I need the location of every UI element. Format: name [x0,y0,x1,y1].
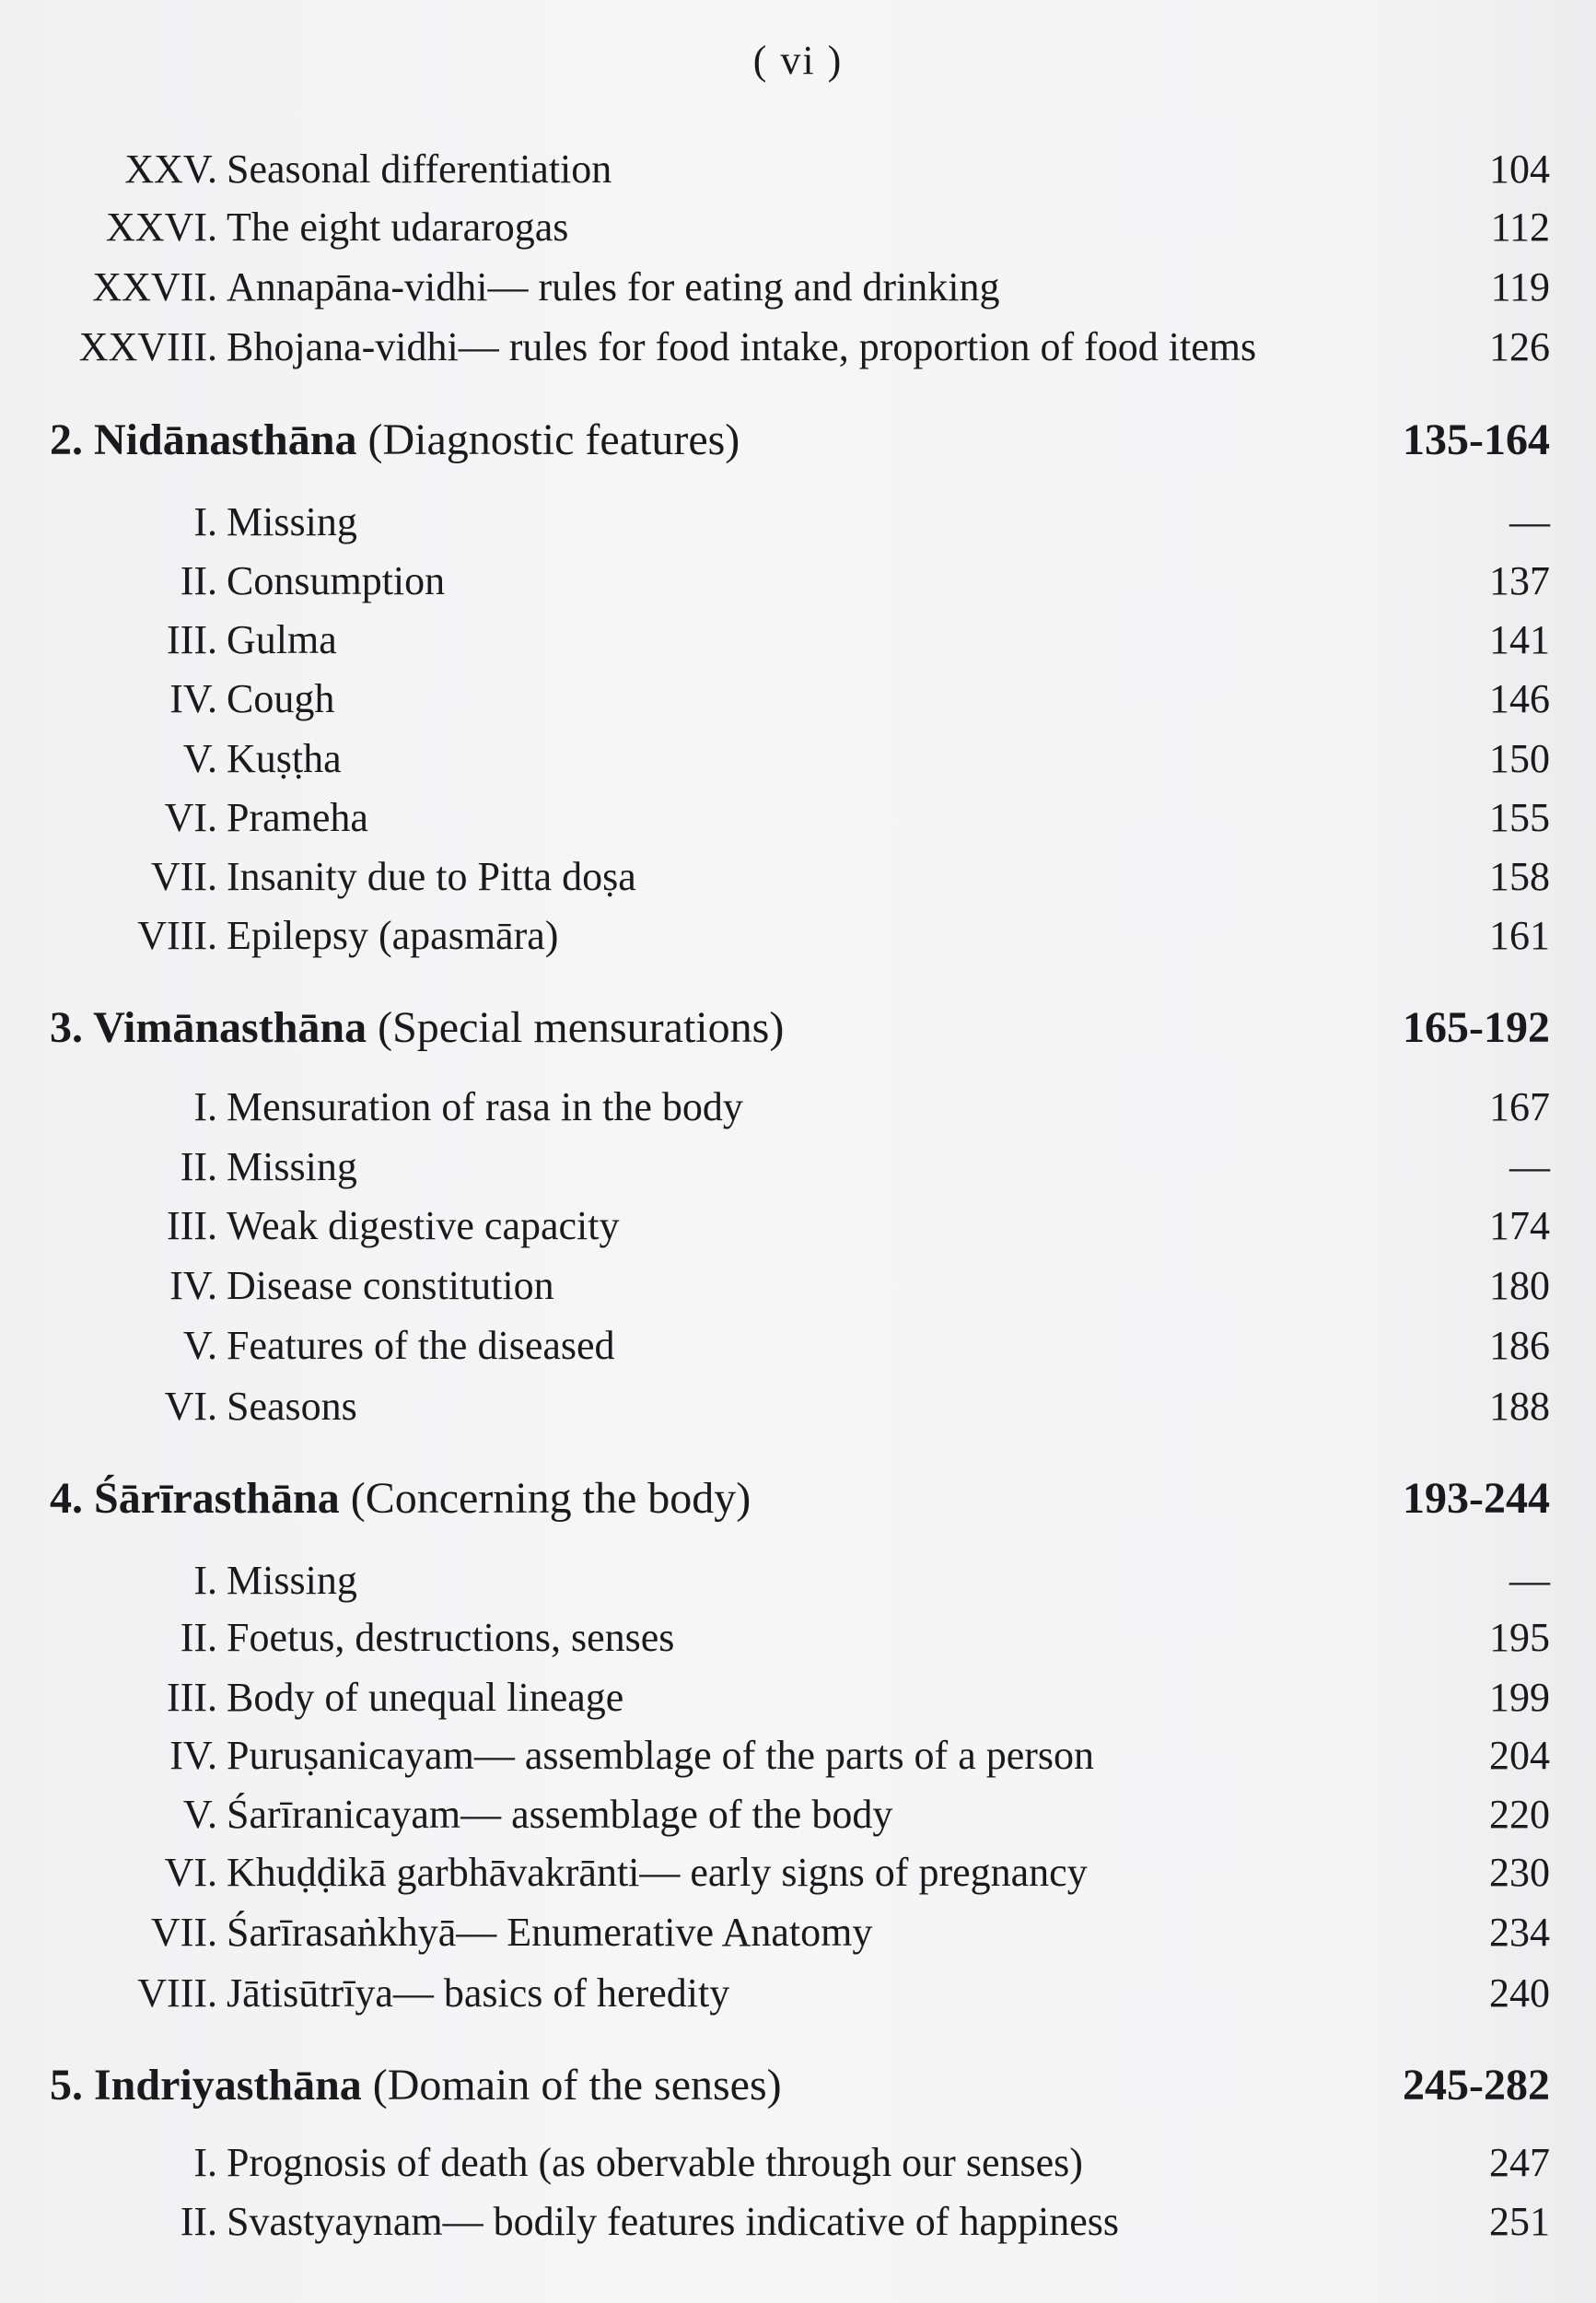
entry-page: 240 [1489,1970,1550,2016]
section-page-range: 193-244 [1403,1474,1550,1523]
entry-title: Annapāna-vidhi— rules for eating and drinking [227,264,1000,310]
entry-numeral: II. [180,1144,217,1189]
entry-numeral: I. [193,1558,217,1603]
entry-title: Khuḍḍikā garbhāvakrānti— early signs of pregnancy [227,1850,1088,1895]
entry-page: 220 [1489,1792,1550,1837]
section-page-range: 245-282 [1403,2061,1550,2110]
toc-entry [0,849,1596,905]
entry-numeral: XXVII. [92,264,217,310]
toc-entry [0,1905,1596,1960]
section-page-range: 135-164 [1403,415,1550,464]
section-title [50,1467,751,1531]
entry-page: 126 [1489,324,1550,369]
entry-page: 141 [1489,617,1550,662]
entry-title: Mensuration of rasa in the body [227,1084,743,1129]
toc-entry [0,260,1596,315]
entry-title: Missing [227,499,357,544]
entry-title: Missing [227,1558,357,1603]
entry-page: 150 [1489,736,1550,781]
entry-numeral: II. [180,558,217,603]
section-subtitle: (Concerning the body) [350,1474,751,1523]
section-number: 5. [50,2061,83,2110]
toc-entry [0,554,1596,609]
section-name: Nidānasthāna [94,415,357,464]
entry-title: Insanity due to Pitta doṣa [227,854,636,899]
entry-title: Prameha [227,795,368,840]
entry-page: 247 [1489,2140,1550,2185]
entry-numeral: I. [193,499,217,544]
toc-entry [0,731,1596,787]
entry-page: 188 [1489,1384,1550,1429]
section-number: 4. [50,1474,83,1523]
toc-entry [0,200,1596,255]
section-heading-vimanasthana [50,996,1550,1060]
entry-title: Jātisūtrīya— basics of heredity [227,1970,730,2016]
section-name: Vimānasthāna [93,1003,367,1052]
entry-numeral: I. [193,1084,217,1129]
section-subtitle: (Special mensurations) [378,1003,785,1052]
entry-page: 158 [1489,854,1550,899]
toc-entry [0,142,1596,197]
entry-page: — [1509,1558,1550,1603]
entry-title: Śarīrasaṅkhyā— Enumerative Anatomy [227,1910,873,1955]
entry-numeral: V. [182,736,217,781]
toc-entry [0,908,1596,964]
entry-numeral: VII. [150,854,217,899]
toc-entry [0,1845,1596,1900]
page-number: ( vi ) [752,38,844,83]
entry-title: Gulma [227,617,337,662]
entry-page: 104 [1489,146,1550,192]
toc-entry [0,2135,1596,2191]
section-number: 3. [50,1003,83,1052]
section-name: Śārīrasthāna [94,1474,340,1523]
entry-page: 155 [1489,795,1550,840]
entry-page: 146 [1489,676,1550,721]
entry-page: 186 [1489,1323,1550,1368]
entry-title: Cough [227,676,335,721]
toc-entry [0,1318,1596,1374]
entry-page: 251 [1489,2199,1550,2244]
toc-entry [0,1670,1596,1725]
entry-numeral: III. [167,1675,217,1720]
section-title [50,996,784,1060]
section-page-range: 165-192 [1403,1003,1550,1052]
entry-numeral: I. [193,2140,217,2185]
entry-title: Seasonal differentiation [227,146,612,192]
section-heading-sarirasthana [50,1467,1550,1531]
toc-entry [0,1080,1596,1135]
entry-page: 161 [1489,913,1550,958]
section-name: Indriyasthāna [94,2061,362,2110]
entry-numeral: VI. [164,1850,217,1895]
section-subtitle: (Domain of the senses) [372,2061,782,2110]
toc-entry [0,1140,1596,1195]
entry-title: The eight udararogas [227,205,569,250]
entry-numeral: II. [180,1615,217,1660]
entry-page: 137 [1489,558,1550,603]
entry-page: 112 [1490,205,1550,250]
entry-page: 199 [1489,1675,1550,1720]
entry-numeral: IV. [169,1263,217,1308]
entry-title: Features of the diseased [227,1323,615,1368]
entry-numeral: III. [167,1203,217,1248]
entry-numeral: II. [180,2199,217,2244]
toc-entry [0,613,1596,668]
toc-entry [0,1553,1596,1608]
entry-page: 174 [1489,1203,1550,1248]
section-heading-indriyasthana [50,2053,1550,2118]
toc-entry [0,1379,1596,1434]
entry-page: — [1509,1144,1550,1189]
entry-title: Śarīranicayam— assemblage of the body [227,1792,893,1837]
entry-title: Foetus, destructions, senses [227,1615,675,1660]
entry-title: Seasons [227,1384,357,1429]
toc-entry [0,1610,1596,1666]
toc-entry [0,790,1596,846]
entry-page: 180 [1489,1263,1550,1308]
entry-numeral: VI. [164,1384,217,1429]
entry-title: Consumption [227,558,446,603]
toc-entry [0,672,1596,727]
entry-page: 119 [1490,264,1550,310]
section-subtitle: (Diagnostic features) [367,415,740,464]
section-heading-nidanasthana [50,408,1550,473]
entry-numeral: VIII. [137,913,217,958]
entry-page: 204 [1489,1733,1550,1778]
toc-entry [0,1966,1596,2021]
entry-numeral: VIII. [137,1970,217,2016]
entry-numeral: VI. [164,795,217,840]
entry-title: Bhojana-vidhi— rules for food intake, proportion of food items [227,324,1257,369]
entry-title: Weak digestive capacity [227,1203,620,1248]
entry-numeral: XXVIII. [78,324,217,369]
entry-page: 230 [1489,1850,1550,1895]
entry-numeral: XXVI. [106,205,217,250]
entry-title: Prognosis of death (as obervable through our senses) [227,2140,1083,2185]
entry-numeral: VII. [150,1910,217,1955]
entry-numeral: IV. [169,676,217,721]
entry-numeral: V. [182,1323,217,1368]
entry-page: — [1509,499,1550,544]
entry-title: Svastyaynam— bodily features indicative of happiness [227,2199,1119,2244]
section-title [50,408,740,473]
entry-title: Disease constitution [227,1263,554,1308]
entry-numeral: XXV. [124,146,217,192]
entry-page: 195 [1489,1615,1550,1660]
toc-entry [0,1787,1596,1842]
entry-numeral: V. [182,1792,217,1837]
entry-title: Missing [227,1144,357,1189]
entry-title: Kuṣṭha [227,736,342,781]
entry-title: Epilepsy (apasmāra) [227,913,559,958]
toc-entry [0,1728,1596,1783]
toc-entry [0,1198,1596,1254]
entry-title: Puruṣanicayam— assemblage of the parts of a person [227,1733,1095,1778]
entry-page: 167 [1489,1084,1550,1129]
entry-title: Body of unequal lineage [227,1675,624,1720]
toc-entry [0,1258,1596,1314]
section-number: 2. [50,415,83,464]
section-title [50,2053,782,2118]
entry-numeral: IV. [169,1733,217,1778]
toc-entry [0,320,1596,375]
entry-page: 234 [1489,1910,1550,1955]
toc-entry [0,495,1596,550]
toc-entry [0,2194,1596,2250]
entry-numeral: III. [167,617,217,662]
